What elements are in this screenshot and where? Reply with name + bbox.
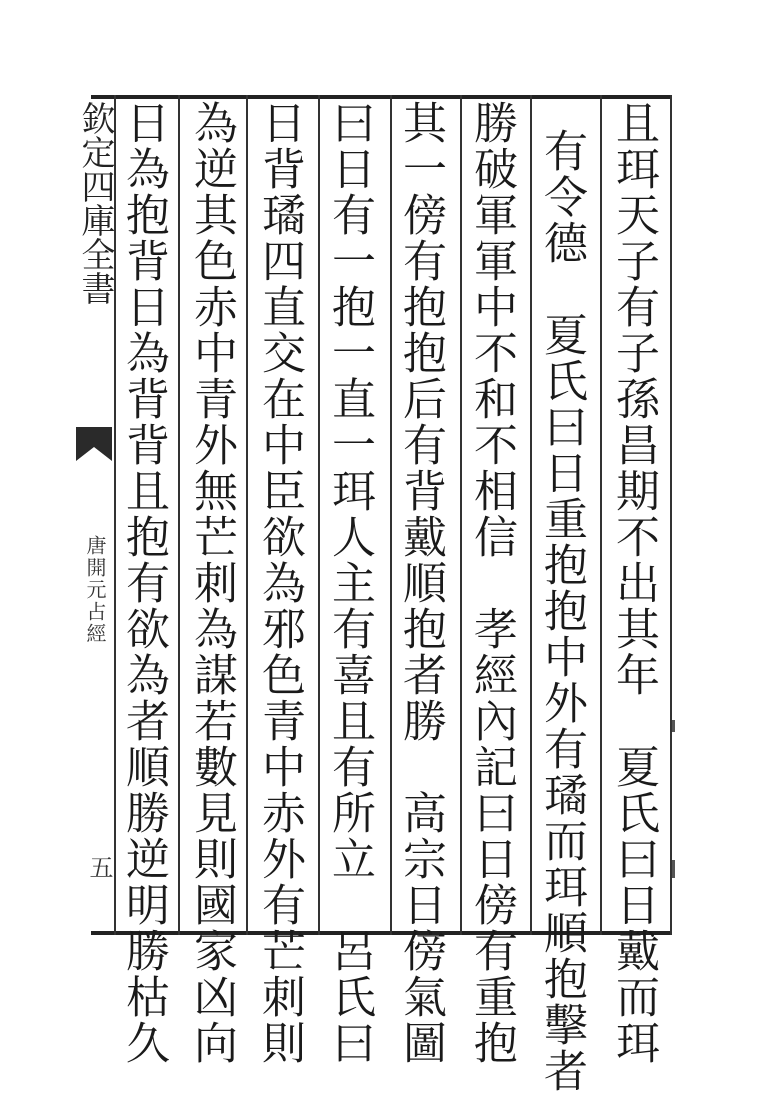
- text-column: 有令德 夏氏曰日重抱抱中外有璚而珥順抱擊者: [536, 128, 587, 1094]
- column-divider: [318, 95, 320, 935]
- book-title: 欽定四庫全書: [75, 101, 115, 305]
- column-divider: [390, 95, 392, 935]
- column-divider: [670, 95, 672, 935]
- text-column: 日背璚四直交在中臣欲為邪色青中赤外有芒刺則: [254, 100, 305, 1066]
- text-column: 為逆其色赤中青外無芒刺為謀若數見則國家凶向: [186, 100, 237, 1066]
- fishtail-icon: [74, 425, 114, 463]
- column-divider: [246, 95, 248, 935]
- page-number: 五: [85, 855, 113, 879]
- text-column: 且珥天子有子孫昌期不出其年 夏氏曰日戴而珥: [608, 100, 659, 1066]
- text-column: 其一傍有抱抱后有背戴順抱者勝 高宗日傍氣圖: [395, 100, 446, 1066]
- column-divider: [460, 95, 462, 935]
- edge-mark: [672, 860, 675, 878]
- edge-mark: [672, 720, 675, 732]
- text-column: 勝破軍軍中不和不相信 孝經內記曰日傍有重抱: [466, 100, 517, 1066]
- column-divider: [530, 95, 532, 935]
- column-divider: [600, 95, 602, 935]
- book-margin: [74, 95, 116, 935]
- column-divider: [178, 95, 180, 935]
- text-column: 曰日有一抱一直一珥人主有喜且有所立 呂氏曰: [324, 100, 375, 1066]
- text-column: 日為抱背日為背背且抱有欲為者順勝逆明勝枯久: [118, 100, 169, 1066]
- chapter-title: 唐開元占經: [83, 535, 107, 645]
